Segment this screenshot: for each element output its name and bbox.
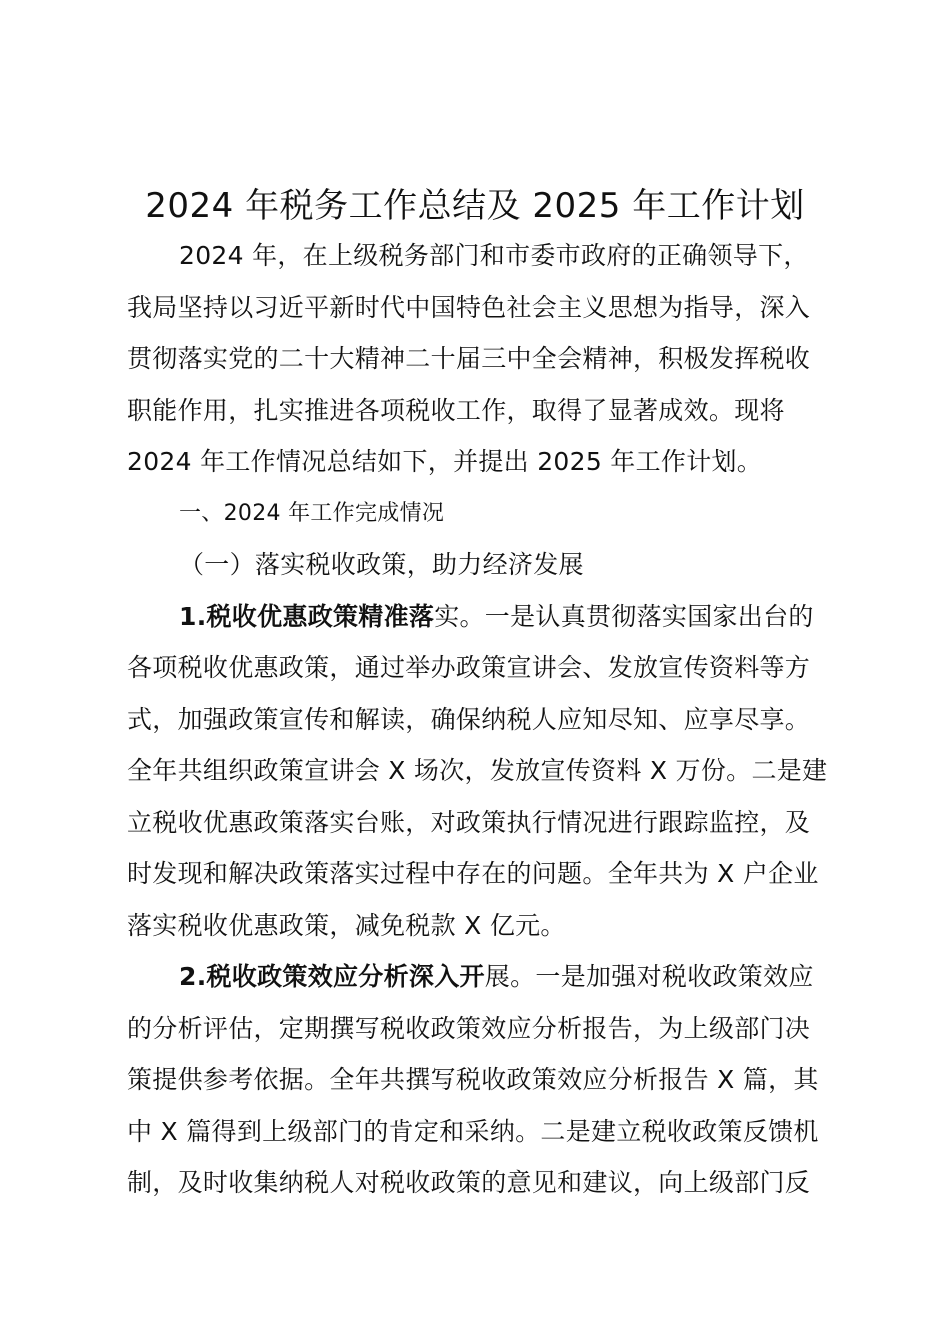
- item1-line: 全年共组织政策宣讲会 X 场次，发放宣传资料 X 万份。二是建: [127, 756, 828, 785]
- intro-line: 贯彻落实党的二十大精神二十届三中全会精神，积极发挥税收: [127, 344, 811, 373]
- subsection-heading: （一）落实税收政策，助力经济发展: [179, 550, 584, 579]
- item2-first-line-rest: 展。一是加强对税收政策效应: [484, 962, 814, 991]
- item1-first-line: [127, 591, 835, 643]
- item1-line: 时发现和解决政策落实过程中存在的问题。全年共为 X 户企业: [127, 859, 819, 888]
- item1-line: 式，加强政策宣传和解读，确保纳税人应知尽知、应享尽享。: [127, 704, 811, 734]
- item1-bold-lead: 1.税收优惠政策精准落: [179, 601, 435, 631]
- intro-line: 职能作用，扎实推进各项税收工作，取得了显著成效。现将: [127, 395, 785, 425]
- intro-line: 2024 年，在上级税务部门和市委市政府的正确领导下，: [179, 241, 809, 270]
- intro-line: 我局坚持以习近平新时代中国特色社会主义思想为指导，深入: [127, 292, 811, 322]
- item2-bold-lead: 2.税收政策效应分析深入开: [179, 962, 485, 991]
- item1-line: 各项税收优惠政策，通过举办政策宣讲会、发放宣传资料等方: [127, 653, 811, 682]
- document-title: 2024 年税务工作总结及 2025 年工作计划: [145, 186, 805, 226]
- item2-line: 中 X 篇得到上级部门的肯定和采纳。二是建立税收政策反馈机: [127, 1116, 819, 1146]
- item2-first-line: [127, 951, 835, 1003]
- item1-line: 落实税收优惠政策，减免税款 X 亿元。: [127, 910, 566, 940]
- intro-line: 2024 年工作情况总结如下，并提出 2025 年工作计划。: [127, 447, 763, 476]
- item1-first-line-rest: 实。一是认真贯彻落实国家出台的: [434, 601, 814, 631]
- item2-line: 制，及时收集纳税人对税收政策的意见和建议，向上级部门反: [127, 1168, 811, 1197]
- item2-line: 策提供参考依据。全年共撰写税收政策效应分析报告 X 篇，其: [127, 1065, 819, 1094]
- section-heading: 一、2024 年工作完成情况: [179, 500, 445, 526]
- document-body: [127, 230, 835, 1209]
- item1-line: 立税收优惠政策落实台账，对政策执行情况进行跟踪监控，及: [127, 807, 811, 837]
- item2-line: 的分析评估，定期撰写税收政策效应分析报告，为上级部门决: [127, 1013, 811, 1043]
